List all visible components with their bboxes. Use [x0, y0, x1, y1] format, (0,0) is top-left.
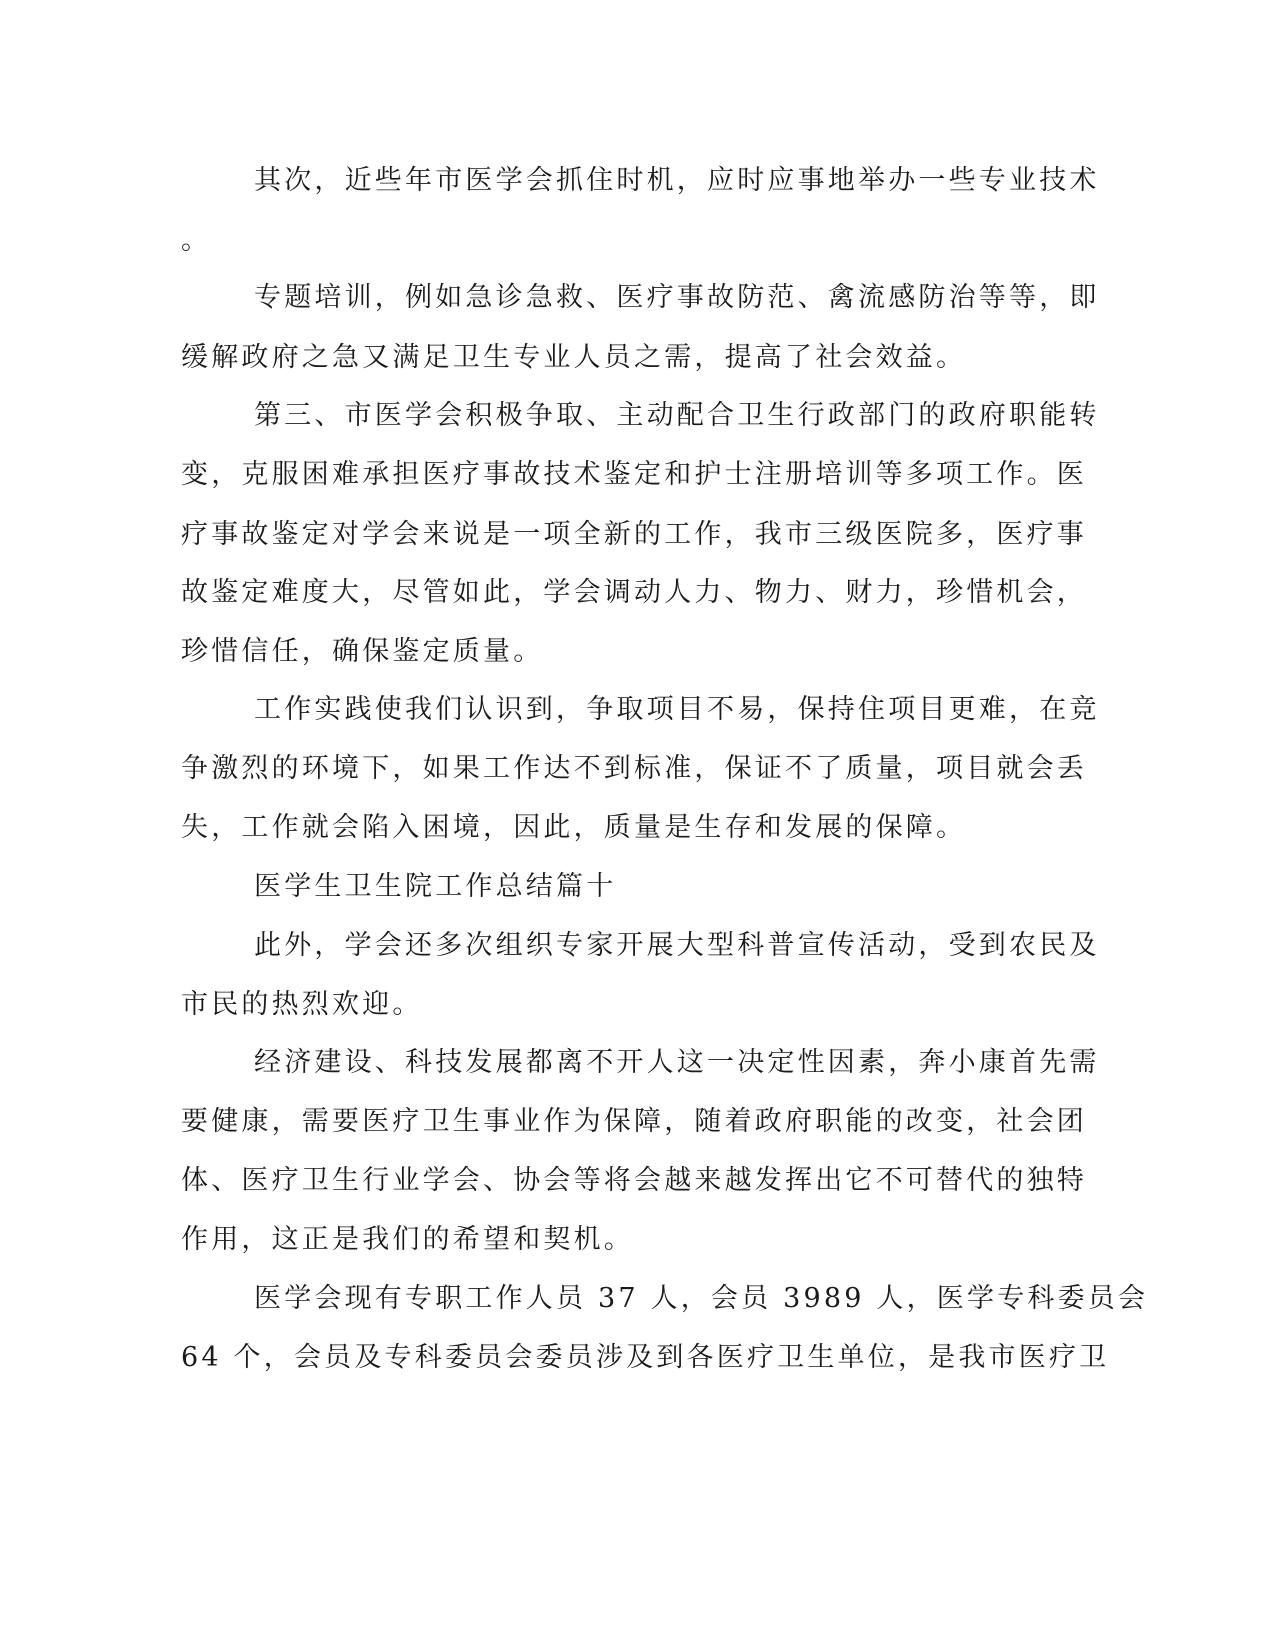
text-line: 市民的热烈欢迎。	[181, 989, 423, 1020]
text-line: 要健康，需要医疗卫生事业作为保障，随着政府职能的改变，社会团	[181, 1106, 1087, 1137]
text-line: 其次，近些年市医学会抓住时机，应时应事地举办一些专业技术	[254, 165, 1100, 196]
text-line: 故鉴定难度大，尽管如此，学会调动人力、物力、财力，珍惜机会，	[181, 577, 1087, 608]
text-line: 64 个，会员及专科委员会委员涉及到各医疗卫生单位，是我市医疗卫	[181, 1342, 1110, 1373]
text-line: 失，工作就会陷入困境，因此，质量是生存和发展的保障。	[181, 812, 967, 843]
text-line: 体、医疗卫生行业学会、协会等将会越来越发挥出它不可替代的独特	[181, 1165, 1087, 1196]
text-line: 专题培训，例如急诊急救、医疗事故防范、禽流感防治等等，即	[254, 282, 1100, 313]
text-line: 变，克服困难承担医疗事故技术鉴定和护士注册培训等多项工作。医	[181, 459, 1087, 490]
section-heading: 医学生卫生院工作总结篇十	[254, 871, 617, 902]
text-line: 缓解政府之急又满足卫生专业人员之需，提高了社会效益。	[181, 342, 967, 373]
text-line: 经济建设、科技发展都离不开人这一决定性因素，奔小康首先需	[254, 1047, 1100, 1078]
text-line: 此外，学会还多次组织专家开展大型科普宣传活动，受到农民及	[254, 930, 1100, 961]
text-line: 第三、市医学会积极争取、主动配合卫生行政部门的政府职能转	[254, 400, 1100, 431]
text-line: 珍惜信任，确保鉴定质量。	[181, 636, 544, 667]
text-line: 疗事故鉴定对学会来说是一项全新的工作，我市三级医院多，医疗事	[181, 519, 1087, 550]
text-line: 争激烈的环境下，如果工作达不到标准，保证不了质量，项目就会丢	[181, 753, 1087, 784]
text-line: 工作实践使我们认识到，争取项目不易，保持住项目更难，在竞	[254, 694, 1100, 725]
text-line: 。	[181, 225, 212, 256]
text-line: 医学会现有专职工作人员 37 人，会员 3989 人，医学专科委员会	[254, 1283, 1149, 1314]
text-line: 作用，这正是我们的希望和契机。	[181, 1224, 634, 1255]
